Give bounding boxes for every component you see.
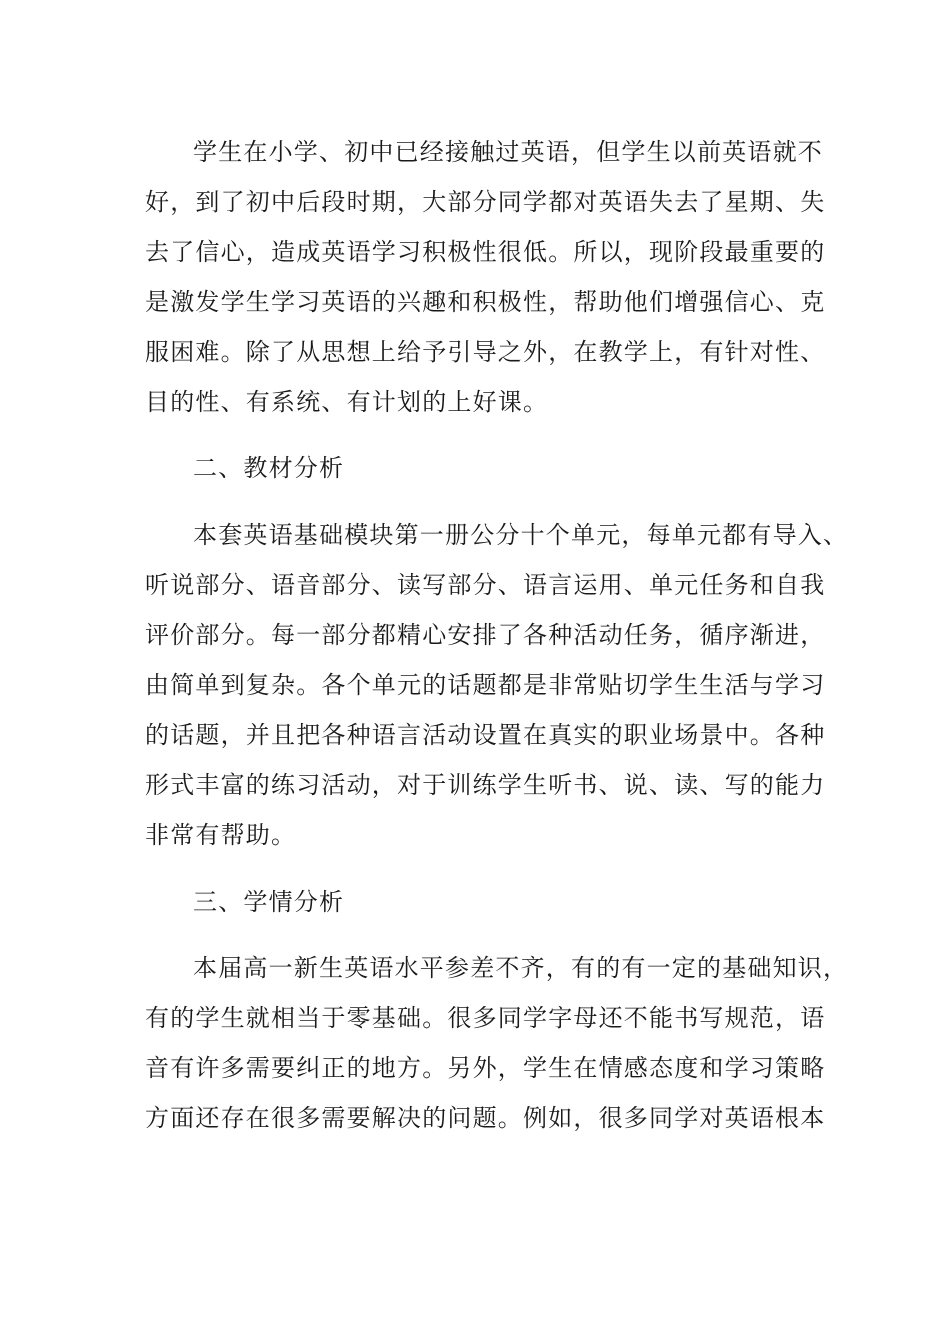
paragraph-1-line-3: 去了信心，造成英语学习积极性很低。所以，现阶段最重要的 <box>145 238 826 266</box>
paragraph-2-line-3: 评价部分。每一部分都精心安排了各种活动任务，循序渐进， <box>145 621 826 649</box>
section-heading-student-analysis: 三、学情分析 <box>193 888 345 916</box>
paragraph-1-line-6: 目的性、有系统、有计划的上好课。 <box>145 388 549 416</box>
paragraph-1-line-1: 学生在小学、初中已经接触过英语，但学生以前英语就不 <box>193 138 823 166</box>
paragraph-2-line-5: 的话题，并且把各种语言活动设置在真实的职业场景中。各种 <box>145 721 826 749</box>
paragraph-3-line-4: 方面还存在很多需要解决的问题。例如，很多同学对英语根本 <box>145 1104 826 1132</box>
paragraph-3-line-2: 有的学生就相当于零基础。很多同学字母还不能书写规范，语 <box>145 1004 826 1032</box>
paragraph-2-line-2: 听说部分、语音部分、读写部分、语言运用、单元任务和自我 <box>145 571 826 599</box>
paragraph-1-line-2: 好，到了初中后段时期，大部分同学都对英语失去了星期、失 <box>145 188 826 216</box>
section-heading-textbook-analysis: 二、教材分析 <box>193 454 345 482</box>
paragraph-1-line-5: 服困难。除了从思想上给予引导之外，在教学上，有针对性、 <box>145 338 826 366</box>
paragraph-3-line-1: 本届高一新生英语水平参差不齐，有的有一定的基础知识， <box>193 954 849 982</box>
paragraph-2-line-1: 本套英语基础模块第一册公分十个单元，每单元都有导入、 <box>193 521 849 549</box>
paragraph-2-line-7: 非常有帮助。 <box>145 821 297 849</box>
paragraph-3-line-3: 音有许多需要纠正的地方。另外，学生在情感态度和学习策略 <box>145 1054 826 1082</box>
paragraph-2-line-6: 形式丰富的练习活动，对于训练学生听书、说、读、写的能力 <box>145 771 826 799</box>
paragraph-2-line-4: 由简单到复杂。各个单元的话题都是非常贴切学生生活与学习 <box>145 671 826 699</box>
paragraph-1-line-4: 是激发学生学习英语的兴趣和积极性，帮助他们增强信心、克 <box>145 288 826 316</box>
